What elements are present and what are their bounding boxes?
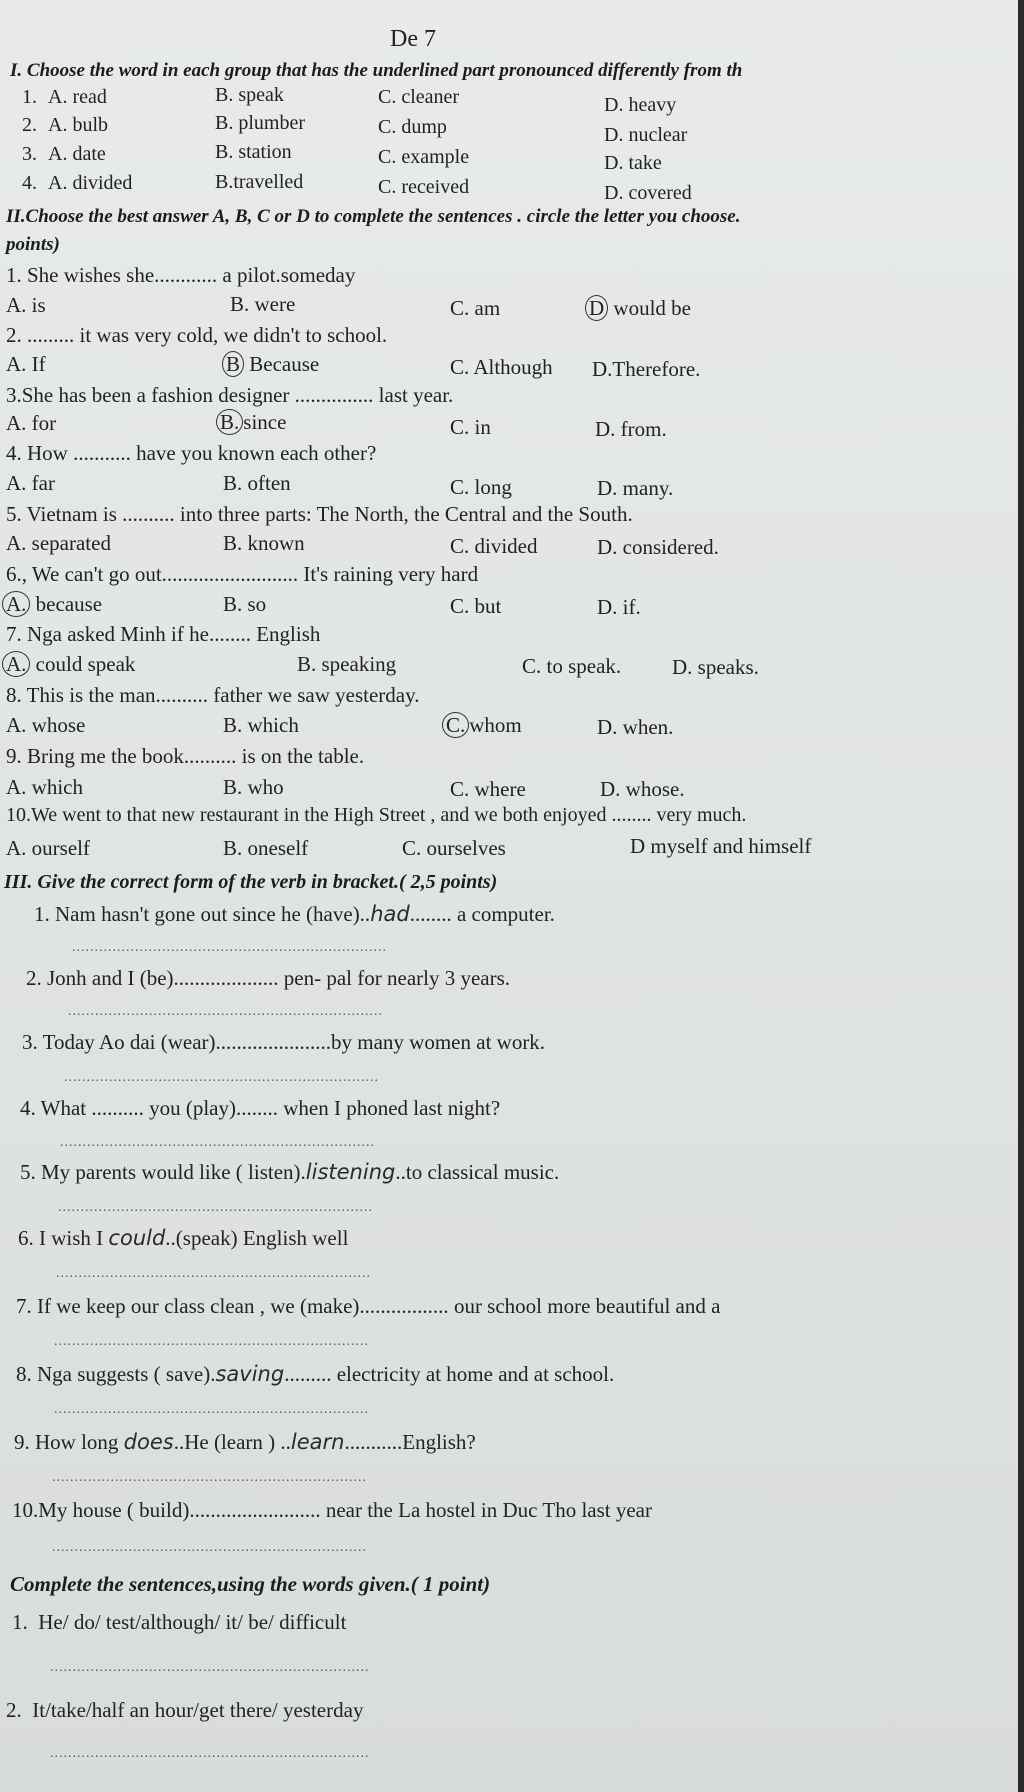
item-post: ......... electricity at home and at school.	[284, 1362, 615, 1386]
option-c: C. ourselves	[402, 836, 506, 860]
answer-line: ......................................................................	[60, 1135, 375, 1150]
build-sentence-item	[12, 1610, 346, 1635]
answer-circle: A.	[2, 591, 30, 617]
option-b: B.travelled	[215, 171, 304, 193]
verb-item	[20, 1160, 559, 1185]
handwritten-answer: listening	[305, 1160, 396, 1184]
option-c-circled	[442, 713, 522, 738]
question-text: 7. Nga asked Minh if he........ English	[6, 622, 321, 646]
verb-item	[16, 1362, 614, 1387]
verb-item	[26, 966, 510, 991]
verb-item	[16, 1294, 720, 1319]
option-b: B. which	[223, 713, 299, 737]
item-pre: Jonh and I (be)....................	[47, 966, 279, 990]
option-c: C. dump	[378, 116, 447, 138]
item-post: when I phoned last night?	[278, 1096, 501, 1120]
option-d: D. when.	[597, 715, 674, 739]
option-b: B. often	[223, 471, 291, 495]
item-number: 8.	[16, 1362, 32, 1386]
option-a: A. is	[6, 293, 46, 317]
option-a-circled	[2, 592, 102, 617]
answer-circle: B.	[216, 409, 243, 435]
answer-circle: D	[585, 295, 608, 321]
question-text: 5. Vietnam is .......... into three parts: The North, the Central and the South.	[6, 502, 633, 526]
answer-line: ......................................................................	[54, 1334, 369, 1349]
section2-heading-cont: points)	[6, 234, 60, 255]
option-a: A. for	[6, 411, 57, 435]
section4-heading: Complete the sentences,using the words given.( 1 point)	[10, 1572, 491, 1596]
option-b: B. speaking	[297, 652, 397, 676]
question-text: 9. Bring me the book.......... is on the table.	[6, 744, 365, 768]
answer-line: ......................................................................	[68, 1004, 383, 1019]
handwritten-answer: does	[123, 1430, 174, 1454]
option-d: D. covered	[604, 182, 692, 204]
item-number: 10.	[12, 1498, 39, 1522]
item-number: 3.	[22, 1030, 38, 1054]
option-c: C. Although	[450, 355, 553, 379]
option-d: D. heavy	[604, 94, 677, 116]
option-d: D. from.	[595, 417, 667, 441]
item-number: 2.	[26, 966, 42, 990]
option-b: B. who	[223, 775, 284, 799]
option-c: C. in	[450, 415, 491, 439]
item-post: near the La hostel in Duc Tho last year	[320, 1498, 652, 1522]
option-a: A. which	[6, 775, 83, 799]
item-post: ..He (learn ) ..	[173, 1430, 291, 1454]
item-pre: My parents would like ( listen).	[41, 1160, 306, 1184]
question-text: 10.We went to that new restaurant in the High Street , and we both enjoyed ........ very much.	[6, 804, 747, 826]
item-pre: How long	[35, 1430, 124, 1454]
page-title: De 7	[390, 26, 436, 52]
answer-line: ......................................................................	[56, 1266, 371, 1281]
item-number: 7.	[16, 1294, 32, 1318]
option-c: C. to speak.	[522, 654, 622, 678]
handwritten-answer: could	[108, 1226, 166, 1250]
answer-line: ......................................................................	[52, 1540, 367, 1555]
option-b-circled	[216, 410, 286, 435]
option-d-circled	[585, 296, 691, 321]
option-b: B. station	[215, 141, 292, 163]
option-a: A. bulb	[48, 114, 108, 136]
question-text: 1. She wishes she............ a pilot.someday	[6, 263, 356, 287]
option-a: A. far	[6, 471, 55, 495]
answer-circle: B	[222, 351, 244, 377]
question-text: 3.She has been a fashion designer ............... last year.	[6, 383, 454, 407]
item-pre: Today Ao dai (wear)......................	[42, 1030, 332, 1054]
item-pre: Nga suggests ( save).	[37, 1362, 216, 1386]
item-post: ..to classical music.	[395, 1160, 560, 1184]
option-a-text: could speak	[35, 652, 136, 676]
answer-line: .......................................................................	[50, 1660, 370, 1675]
item-number: 6.	[18, 1226, 34, 1250]
option-c: C. example	[378, 146, 470, 168]
option-b-text: since	[243, 410, 287, 434]
item-post: ........ a computer.	[409, 902, 555, 926]
answer-line: ......................................................................	[72, 940, 387, 955]
answer-line: ......................................................................	[58, 1200, 373, 1215]
answer-line: ......................................................................	[54, 1402, 369, 1417]
option-a: A. ourself	[6, 836, 90, 860]
option-d: D myself and himself	[630, 834, 812, 858]
row-number: 1.	[22, 86, 37, 108]
option-a: A. date	[48, 143, 106, 165]
option-a: A. divided	[48, 172, 133, 194]
option-b: B. speak	[215, 84, 284, 106]
option-a: A. whose	[6, 713, 86, 737]
question-text: 2. ......... it was very cold, we didn't to school.	[6, 323, 388, 347]
option-b-text: Because	[249, 352, 320, 376]
item-number: 9.	[14, 1430, 30, 1454]
handwritten-answer: had	[370, 902, 410, 926]
row-number: 2.	[22, 114, 37, 136]
option-c: C. divided	[450, 534, 538, 558]
answer-line: ......................................................................	[52, 1470, 367, 1485]
option-d: D. whose.	[600, 777, 685, 801]
question-text: 4. How ........... have you known each other?	[6, 441, 377, 465]
item-text: He/ do/ test/although/ it/ be/ difficult	[38, 1610, 347, 1634]
option-a-text: because	[35, 592, 103, 616]
option-b: B. were	[230, 292, 296, 316]
option-b: B. plumber	[215, 112, 305, 134]
verb-item	[20, 1096, 500, 1121]
item-post-2: ...........English?	[344, 1430, 476, 1454]
item-pre: My house ( build).........................	[38, 1498, 321, 1522]
item-pre: What .......... you (play)........	[40, 1096, 278, 1120]
option-d: D. many.	[597, 476, 674, 500]
build-sentence-item	[6, 1698, 363, 1723]
option-d: D. take	[604, 152, 662, 174]
option-a: A. If	[6, 352, 46, 376]
option-d: D. considered.	[597, 535, 719, 559]
option-c: C. am	[450, 296, 501, 320]
row-number: 3.	[22, 143, 37, 165]
option-d: D. speaks.	[672, 655, 759, 679]
item-post: by many women at work.	[331, 1030, 546, 1054]
item-pre: Nam hasn't gone out since he (have)..	[55, 902, 371, 926]
verb-item	[18, 1226, 348, 1251]
item-pre: I wish I	[39, 1226, 109, 1250]
question-text: 6., We can't go out.......................... It's raining very hard	[6, 562, 479, 586]
verb-item	[14, 1430, 476, 1455]
answer-circle: A.	[2, 651, 30, 677]
option-d-text: would be	[613, 296, 691, 320]
item-number: 4.	[20, 1096, 36, 1120]
option-b: B. known	[223, 531, 305, 555]
option-c-text: whom	[469, 713, 522, 737]
answer-circle: C.	[442, 712, 469, 738]
option-b-circled	[222, 352, 319, 377]
page-edge-shadow	[1018, 0, 1024, 1792]
item-number: 1.	[34, 902, 50, 926]
option-c: C. long	[450, 475, 512, 499]
item-post: our school more beautiful and a	[448, 1294, 721, 1318]
option-a: A. read	[48, 86, 107, 108]
option-b: B. so	[223, 592, 267, 616]
option-b: B. oneself	[223, 836, 309, 860]
answer-line: ......................................................................	[64, 1070, 379, 1085]
item-pre: If we keep our class clean , we (make).................	[37, 1294, 449, 1318]
handwritten-answer: saving	[215, 1362, 285, 1386]
option-d: D. nuclear	[604, 124, 688, 146]
option-c: C. received	[378, 176, 470, 198]
section2-heading: II.Choose the best answer A, B, C or D to complete the sentences . circle the letter you choose.	[6, 206, 741, 227]
item-text: It/take/half an hour/get there/ yesterday	[32, 1698, 364, 1722]
item-post: ..(speak) English well	[165, 1226, 349, 1250]
row-number: 4.	[22, 172, 37, 194]
option-a-circled	[2, 652, 135, 677]
item-number: 1.	[12, 1610, 28, 1634]
answer-line: .......................................................................	[50, 1746, 370, 1761]
option-c: C. where	[450, 777, 526, 801]
option-c: C. cleaner	[378, 86, 460, 108]
section1-heading: I. Choose the word in each group that has the underlined part pronounced differently from th	[10, 60, 743, 81]
question-text: 8. This is the man.......... father we saw yesterday.	[6, 683, 420, 707]
option-d: D. if.	[597, 595, 641, 619]
option-c: C. but	[450, 594, 502, 618]
item-number: 2.	[6, 1698, 22, 1722]
verb-item	[34, 902, 555, 927]
section3-heading: III. Give the correct form of the verb in bracket.( 2,5 points)	[4, 871, 498, 893]
verb-item	[22, 1030, 545, 1055]
item-post: pen- pal for nearly 3 years.	[278, 966, 511, 990]
option-d: D.Therefore.	[592, 357, 701, 381]
option-a: A. separated	[6, 531, 111, 555]
verb-item	[12, 1498, 652, 1523]
item-number: 5.	[20, 1160, 36, 1184]
handwritten-answer-2: learn	[290, 1430, 345, 1454]
